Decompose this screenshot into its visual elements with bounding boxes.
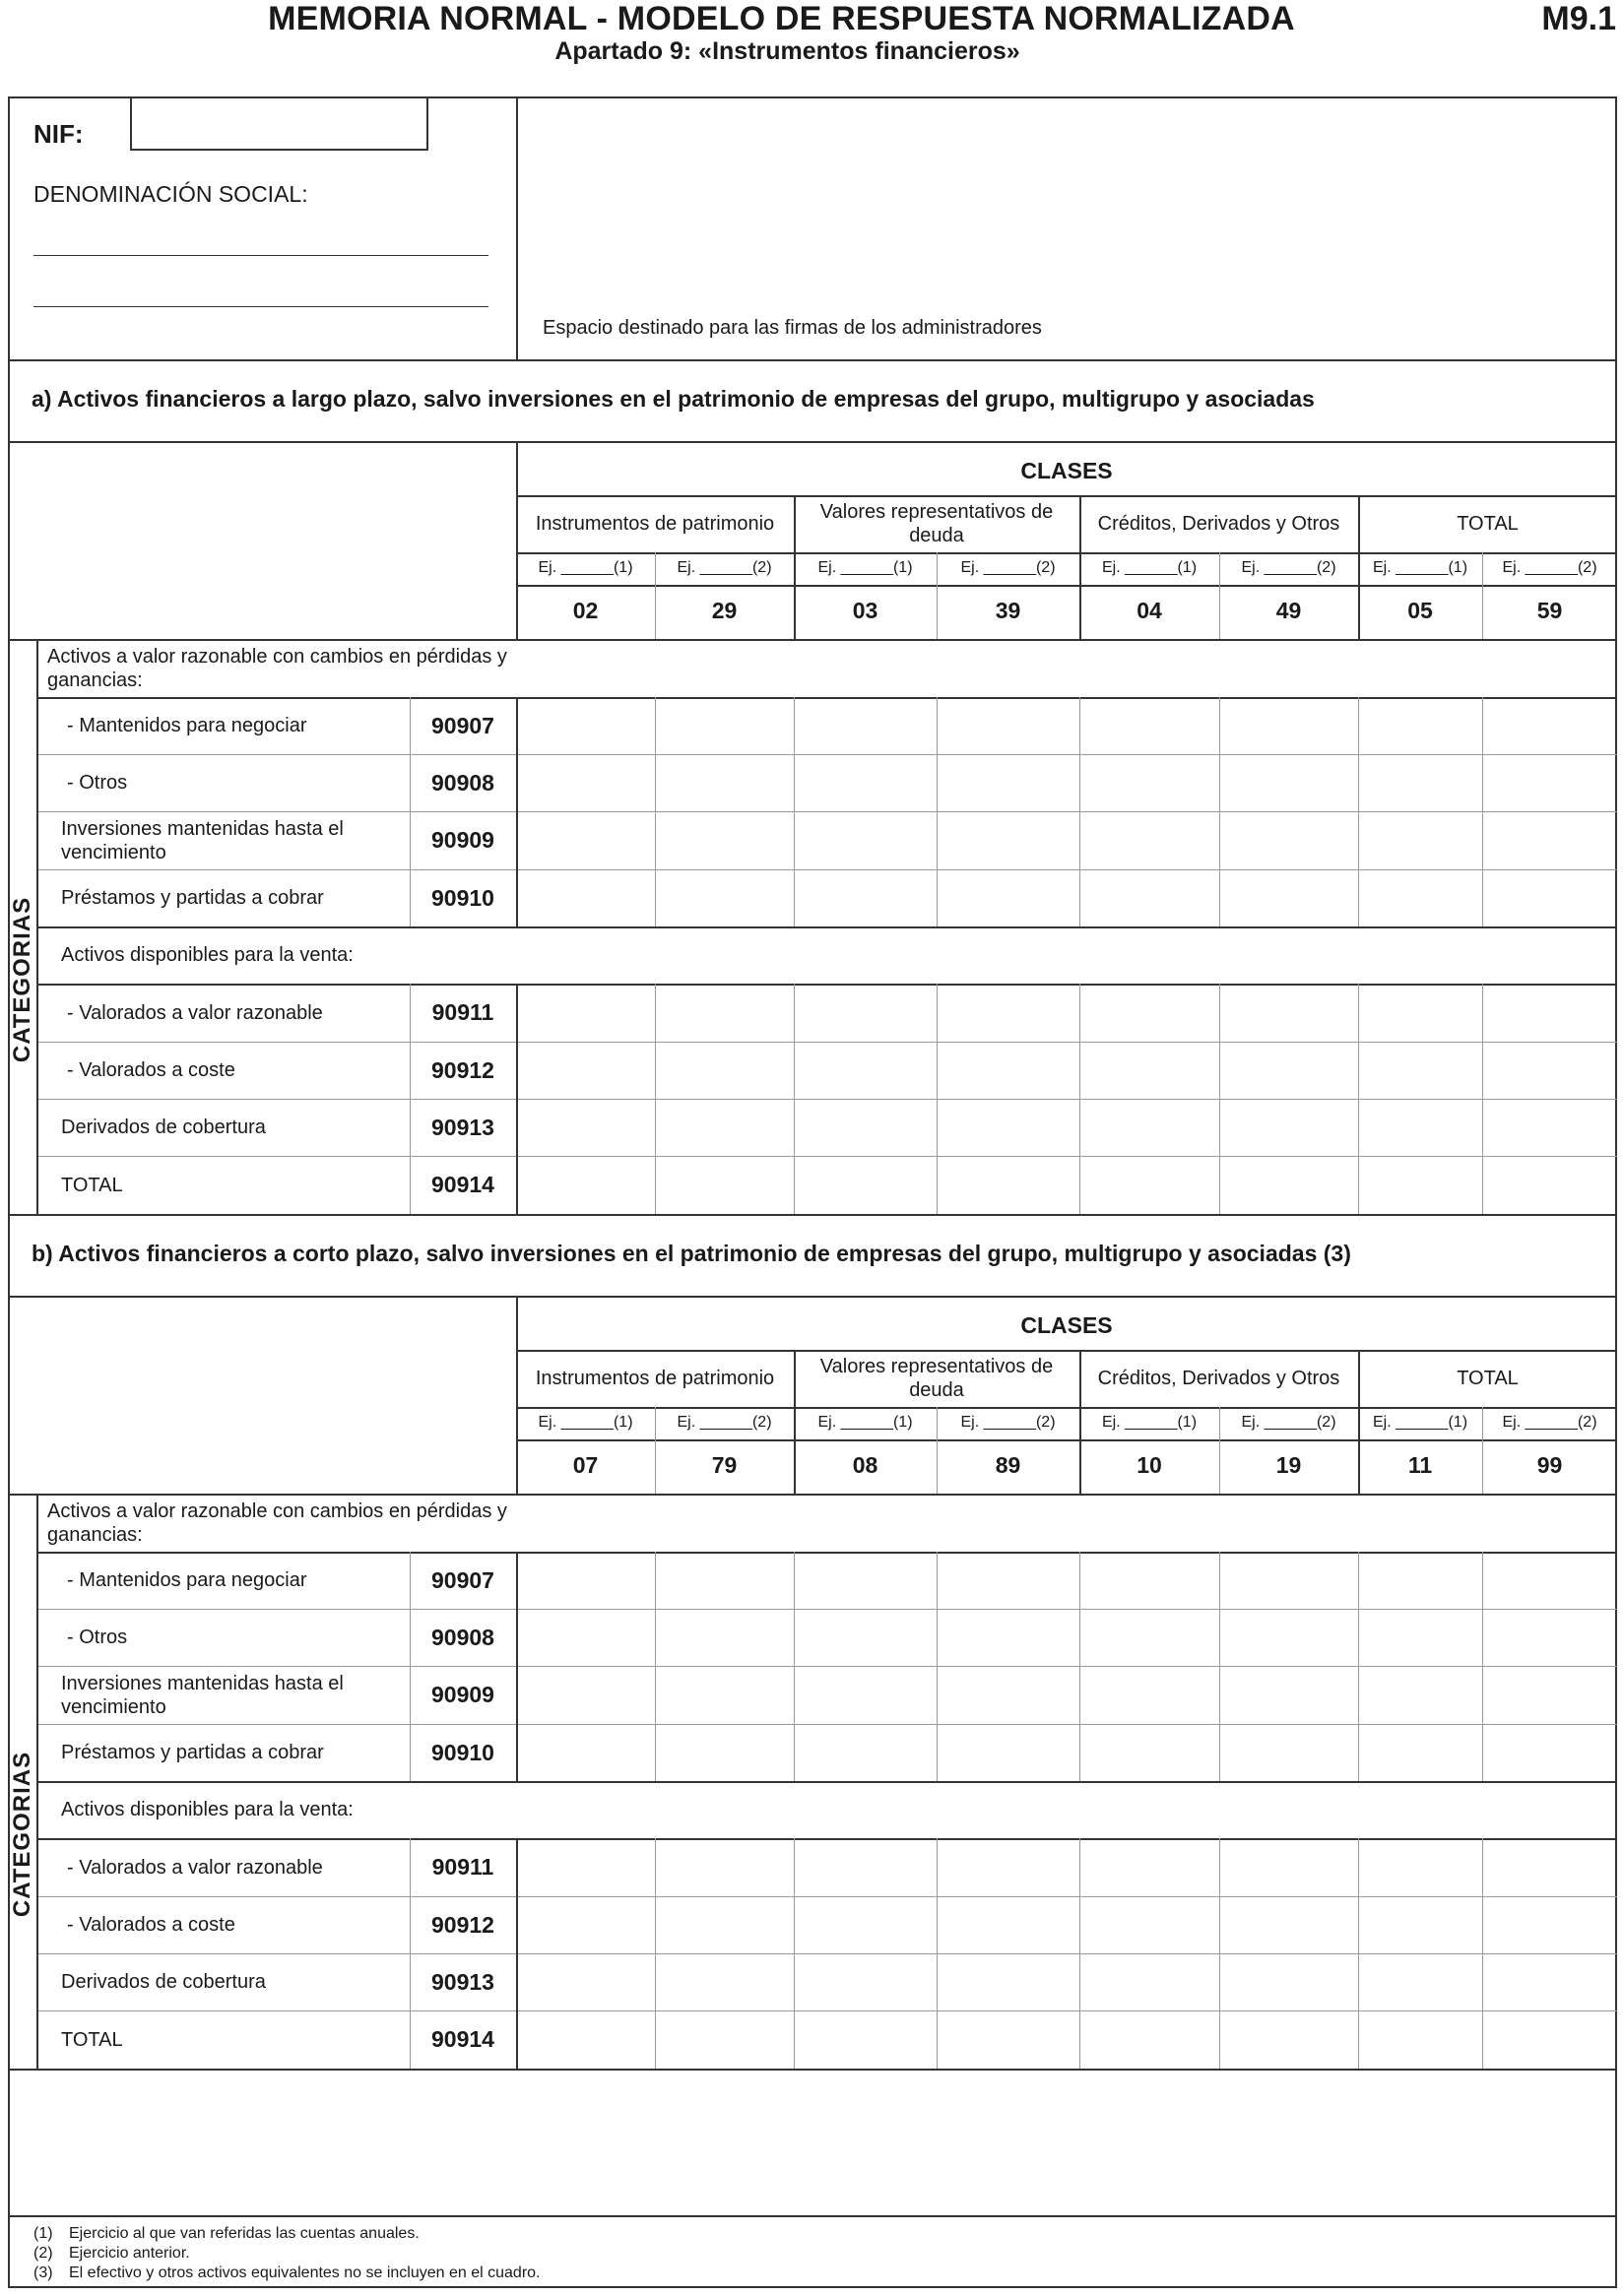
data-input-cell[interactable] — [938, 1553, 1078, 1608]
data-input-cell[interactable] — [1483, 1897, 1616, 1952]
section-heading-bottom — [8, 441, 1617, 443]
data-input-cell[interactable] — [938, 755, 1078, 810]
data-input-cell[interactable] — [656, 1954, 793, 2009]
group-label: Valores representativos de deuda — [819, 1356, 1054, 1401]
data-input-cell[interactable] — [1483, 1725, 1616, 1780]
data-input-cell[interactable] — [1359, 812, 1481, 868]
category-row-label: Activos a valor razonable con cambios en pérdidas y ganancias: — [47, 1499, 507, 1546]
data-input-cell[interactable] — [656, 755, 793, 810]
category-row-label: Préstamos y partidas a cobrar — [61, 887, 324, 909]
data-input-cell[interactable] — [1483, 1667, 1616, 1723]
row-code: 90914 — [431, 2026, 494, 2052]
data-input-cell[interactable] — [795, 870, 936, 925]
data-input-cell[interactable] — [795, 985, 936, 1041]
row-code: 90914 — [431, 1172, 494, 1197]
data-input-cell[interactable] — [1080, 1157, 1218, 1213]
data-input-cell[interactable] — [1359, 870, 1481, 925]
denominacion-line-2[interactable] — [33, 306, 488, 307]
data-input-cell[interactable] — [1080, 812, 1218, 868]
data-input-cell[interactable] — [517, 1157, 654, 1213]
data-input-cell[interactable] — [795, 1100, 936, 1155]
data-input-cell[interactable] — [938, 812, 1078, 868]
category-row-label: - Otros — [67, 772, 128, 794]
row-code: 90909 — [431, 827, 494, 853]
row-code: 90910 — [431, 1739, 494, 1765]
column-code: 89 — [995, 1452, 1021, 1478]
footnote-text: Ejercicio anterior. — [69, 2245, 190, 2262]
data-input-cell[interactable] — [1359, 1954, 1481, 2009]
category-row-label: - Valorados a coste — [67, 1059, 235, 1081]
column-code: 03 — [852, 598, 878, 623]
group-label: TOTAL — [1457, 513, 1519, 535]
footnote-number: (3) — [33, 2264, 53, 2281]
group-label: TOTAL — [1457, 1368, 1519, 1389]
data-input-cell[interactable] — [1220, 2011, 1357, 2068]
data-input-cell[interactable] — [795, 1157, 936, 1213]
data-input-cell[interactable] — [656, 1839, 793, 1895]
data-input-cell[interactable] — [656, 1667, 793, 1723]
data-input-cell[interactable] — [656, 1610, 793, 1665]
column-code: 08 — [852, 1452, 878, 1478]
ej-label: Ej. ______(2) — [677, 1414, 772, 1431]
data-input-cell[interactable] — [1080, 1954, 1218, 2009]
data-input-cell[interactable] — [1080, 985, 1218, 1041]
category-row-label: Préstamos y partidas a cobrar — [61, 1742, 324, 1763]
data-input-cell[interactable] — [795, 2011, 936, 2068]
ej-label: Ej. ______(1) — [1372, 1414, 1468, 1431]
form-title: MEMORIA NORMAL - MODELO DE RESPUESTA NORMALIZADA — [268, 0, 1295, 37]
denominacion-label: DENOMINACIÓN SOCIAL: — [33, 181, 308, 207]
data-input-cell[interactable] — [1080, 1667, 1218, 1723]
data-input-cell[interactable] — [1483, 870, 1616, 925]
data-input-cell[interactable] — [795, 1897, 936, 1952]
clases-label: CLASES — [1020, 1312, 1113, 1338]
data-input-cell[interactable] — [1220, 698, 1357, 753]
clases-bottom — [516, 495, 1617, 497]
row-code: 90913 — [431, 1114, 494, 1140]
row-code: 90909 — [431, 1682, 494, 1707]
data-input-cell[interactable] — [795, 1725, 936, 1780]
data-input-cell[interactable] — [656, 812, 793, 868]
data-input-cell[interactable] — [1220, 755, 1357, 810]
ej-label: Ej. ______(1) — [1101, 1414, 1198, 1431]
category-row-label: Derivados de cobertura — [61, 1116, 266, 1138]
data-input-cell[interactable] — [1220, 1667, 1357, 1723]
clases-bottom — [516, 1350, 1617, 1352]
data-input-cell[interactable] — [1220, 1610, 1357, 1665]
data-input-cell[interactable] — [1080, 1725, 1218, 1780]
data-input-cell[interactable] — [517, 985, 654, 1041]
column-code: 79 — [711, 1452, 738, 1478]
ej-label: Ej. ______(1) — [538, 1414, 633, 1431]
data-input-cell[interactable] — [1483, 1100, 1616, 1155]
data-input-cell[interactable] — [517, 1610, 654, 1665]
data-input-cell[interactable] — [938, 1839, 1078, 1895]
data-input-cell[interactable] — [517, 1954, 654, 2009]
data-input-cell[interactable] — [938, 1725, 1078, 1780]
data-input-cell[interactable] — [517, 1553, 654, 1608]
data-input-cell[interactable] — [517, 1725, 654, 1780]
ej-label: Ej. ______(1) — [1372, 559, 1468, 576]
data-input-cell[interactable] — [795, 812, 936, 868]
group-label: Instrumentos de patrimonio — [535, 1368, 775, 1389]
groups-bottom — [516, 552, 1617, 554]
data-input-cell[interactable] — [1220, 1839, 1357, 1895]
data-input-cell[interactable] — [517, 1043, 654, 1098]
row-code: 90913 — [431, 1968, 494, 1995]
data-input-cell[interactable] — [938, 1897, 1078, 1952]
category-row-label: - Otros — [67, 1626, 128, 1648]
section-heading: b) Activos financieros a corto plazo, salvo inversiones en el patrimonio de empresas del grupo, multigrupo y asociadas (3) — [32, 1241, 1351, 1266]
data-input-cell[interactable] — [795, 1839, 936, 1895]
clases-label: CLASES — [1020, 458, 1113, 483]
category-row-label: - Valorados a coste — [67, 1914, 235, 1936]
ej-row-bottom — [516, 1439, 1617, 1441]
category-row-label: Derivados de cobertura — [61, 1971, 266, 1993]
data-input-cell[interactable] — [795, 1043, 936, 1098]
data-input-cell[interactable] — [1359, 1667, 1481, 1723]
data-input-cell[interactable] — [1359, 1897, 1481, 1952]
category-row-label: Activos disponibles para la venta: — [61, 1799, 354, 1820]
data-input-cell[interactable] — [517, 812, 654, 868]
category-row-label: - Mantenidos para negociar — [67, 715, 307, 736]
row-code: 90908 — [431, 1624, 494, 1650]
column-code: 10 — [1137, 1452, 1162, 1478]
data-input-cell[interactable] — [656, 1897, 793, 1952]
footnote-text: El efectivo y otros activos equivalentes no se incluyen en el cuadro. — [69, 2264, 541, 2281]
data-input-cell[interactable] — [1359, 698, 1481, 753]
data-input-cell[interactable] — [517, 2011, 654, 2068]
categorias-strip-border — [36, 639, 38, 1214]
data-input-cell[interactable] — [1080, 1100, 1218, 1155]
category-row-label: - Mantenidos para negociar — [67, 1569, 307, 1591]
data-input-cell[interactable] — [795, 1553, 936, 1608]
data-input-cell[interactable] — [1483, 1610, 1616, 1665]
data-input-cell[interactable] — [795, 1954, 936, 2009]
data-input-cell[interactable] — [1220, 870, 1357, 925]
column-code: 49 — [1275, 598, 1302, 623]
category-row-label: TOTAL — [61, 2028, 123, 2051]
data-input-cell[interactable] — [1359, 1725, 1481, 1780]
nif-label: NIF: — [33, 119, 84, 149]
data-input-cell[interactable] — [1359, 1157, 1481, 1213]
data-input-cell[interactable] — [1483, 698, 1616, 753]
section-heading-bottom — [8, 1296, 1617, 1298]
id-divider — [516, 96, 518, 360]
form-subtitle: Apartado 9: «Instrumentos financieros» — [554, 37, 1020, 65]
category-row-label: - Valorados a valor razonable — [67, 1856, 323, 1879]
group-label: Créditos, Derivados y Otros — [1097, 513, 1340, 535]
footnote-number: (2) — [33, 2245, 53, 2262]
id-bottom-border — [8, 359, 1617, 361]
column-code: 39 — [995, 598, 1021, 623]
data-input-cell[interactable] — [1080, 2011, 1218, 2068]
data-input-cell[interactable] — [1359, 755, 1481, 810]
data-input-cell[interactable] — [1080, 870, 1218, 925]
row-code: 90908 — [431, 769, 494, 796]
row-code: 90910 — [431, 884, 494, 911]
data-input-cell[interactable] — [517, 698, 654, 753]
data-input-cell[interactable] — [1220, 1553, 1357, 1608]
category-row-label: Inversiones mantenidas hasta el vencimiento — [61, 817, 344, 863]
section-heading: a) Activos financieros a largo plazo, salvo inversiones en el patrimonio de empresas del grupo, multigrupo y asociadas — [32, 386, 1315, 412]
data-input-cell[interactable] — [795, 1667, 936, 1723]
column-code: 05 — [1407, 598, 1433, 623]
ej-label: Ej. ______(2) — [1241, 559, 1336, 576]
form-code: M9.1 — [1541, 0, 1616, 37]
data-input-cell[interactable] — [1080, 1043, 1218, 1098]
groups-bottom — [516, 1407, 1617, 1409]
data-input-cell[interactable] — [1483, 1157, 1616, 1213]
data-input-cell[interactable] — [1359, 2011, 1481, 2068]
group-label: Valores representativos de deuda — [819, 501, 1054, 546]
firmas-text: Espacio destinado para las firmas de los administradores — [543, 317, 1042, 339]
ej-label: Ej. ______(1) — [1101, 559, 1198, 576]
footnote-number: (1) — [33, 2225, 53, 2242]
data-input-cell[interactable] — [517, 1667, 654, 1723]
section-bottom — [8, 2069, 1617, 2071]
data-input-cell[interactable] — [938, 870, 1078, 925]
row-code: 90912 — [431, 1056, 494, 1083]
ej-label: Ej. ______(1) — [817, 559, 913, 576]
footnotes-divider — [8, 2215, 1617, 2217]
row-code: 90912 — [431, 1911, 494, 1938]
data-input-cell[interactable] — [656, 2011, 793, 2068]
group-label: Créditos, Derivados y Otros — [1097, 1368, 1340, 1389]
data-input-cell[interactable] — [517, 1100, 654, 1155]
categorias-label: CATEGORIAS — [8, 896, 35, 1063]
data-input-cell[interactable] — [938, 1157, 1078, 1213]
data-input-cell[interactable] — [795, 698, 936, 753]
data-input-cell[interactable] — [1080, 1610, 1218, 1665]
data-input-cell[interactable] — [1220, 1157, 1357, 1213]
data-input-cell[interactable] — [938, 985, 1078, 1041]
column-code: 04 — [1137, 598, 1162, 623]
category-row-label: Activos disponibles para la venta: — [61, 944, 354, 966]
ej-label: Ej. ______(2) — [1502, 559, 1597, 576]
data-input-cell[interactable] — [1483, 812, 1616, 868]
data-input-cell[interactable] — [938, 1100, 1078, 1155]
data-input-cell[interactable] — [938, 1610, 1078, 1665]
data-input-cell[interactable] — [1483, 1954, 1616, 2009]
data-input-cell[interactable] — [1359, 1553, 1481, 1608]
row-code: 90911 — [431, 1854, 494, 1880]
footnote-text: Ejercicio al que van referidas las cuentas anuales. — [69, 2225, 420, 2242]
data-input-cell[interactable] — [938, 1667, 1078, 1723]
data-input-cell[interactable] — [517, 1839, 654, 1895]
data-input-cell[interactable] — [1359, 1839, 1481, 1895]
data-input-cell[interactable] — [1220, 1100, 1357, 1155]
ej-label: Ej. ______(2) — [677, 559, 772, 576]
data-input-cell[interactable] — [1483, 1043, 1616, 1098]
category-row-label: Inversiones mantenidas hasta el vencimiento — [61, 1672, 344, 1718]
data-input-cell[interactable] — [1483, 985, 1616, 1041]
row-code: 90907 — [431, 712, 494, 738]
ej-row-bottom — [516, 585, 1617, 587]
data-input-cell[interactable] — [938, 698, 1078, 753]
column-code: 29 — [711, 598, 738, 623]
category-row-label: - Valorados a valor razonable — [67, 1001, 323, 1024]
data-input-cell[interactable] — [795, 1610, 936, 1665]
category-row-label: TOTAL — [61, 1174, 123, 1196]
categorias-strip-border — [36, 1494, 38, 2069]
denominacion-line-1[interactable] — [33, 255, 488, 256]
data-input-cell[interactable] — [1483, 1839, 1616, 1895]
data-input-cell[interactable] — [1483, 2011, 1616, 2068]
section-bottom — [8, 1214, 1617, 1216]
column-code: 19 — [1275, 1452, 1302, 1478]
data-input-cell[interactable] — [1080, 1897, 1218, 1952]
data-input-cell[interactable] — [1220, 1897, 1357, 1952]
nif-input[interactable] — [130, 96, 428, 151]
ej-label: Ej. ______(1) — [817, 1414, 913, 1431]
row-code: 90911 — [431, 999, 494, 1025]
column-code: 07 — [572, 1452, 599, 1478]
column-code: 59 — [1536, 598, 1563, 623]
category-row-label: Activos a valor razonable con cambios en pérdidas y ganancias: — [47, 645, 507, 691]
data-input-cell[interactable] — [1220, 812, 1357, 868]
data-input-cell[interactable] — [1080, 1553, 1218, 1608]
data-input-cell[interactable] — [656, 1553, 793, 1608]
data-input-cell[interactable] — [1220, 1725, 1357, 1780]
ej-label: Ej. ______(1) — [538, 559, 633, 576]
row-code: 90907 — [431, 1566, 494, 1593]
data-input-cell[interactable] — [1483, 1553, 1616, 1608]
categorias-label: CATEGORIAS — [8, 1751, 35, 1918]
data-input-cell[interactable] — [938, 2011, 1078, 2068]
data-input-cell[interactable] — [1220, 985, 1357, 1041]
data-input-cell[interactable] — [656, 1100, 793, 1155]
group-label: Instrumentos de patrimonio — [535, 513, 775, 535]
data-input-cell[interactable] — [1359, 985, 1481, 1041]
data-input-cell[interactable] — [1359, 1100, 1481, 1155]
data-input-cell[interactable] — [1359, 1043, 1481, 1098]
ej-label: Ej. ______(2) — [960, 1414, 1056, 1431]
column-code: 11 — [1407, 1452, 1433, 1478]
data-input-cell[interactable] — [1359, 1610, 1481, 1665]
data-input-cell[interactable] — [656, 698, 793, 753]
data-input-cell[interactable] — [1080, 755, 1218, 810]
data-input-cell[interactable] — [656, 870, 793, 925]
ej-label: Ej. ______(2) — [1241, 1414, 1336, 1431]
data-input-cell[interactable] — [938, 1954, 1078, 2009]
data-input-cell[interactable] — [1483, 755, 1616, 810]
data-input-cell[interactable] — [1220, 1043, 1357, 1098]
data-input-cell[interactable] — [1080, 1839, 1218, 1895]
ej-label: Ej. ______(2) — [1502, 1414, 1597, 1431]
column-code: 99 — [1536, 1452, 1563, 1478]
data-input-cell[interactable] — [1220, 1954, 1357, 2009]
data-input-cell[interactable] — [656, 1725, 793, 1780]
data-input-cell[interactable] — [517, 870, 654, 925]
column-code: 02 — [572, 598, 599, 623]
data-input-cell[interactable] — [517, 1897, 654, 1952]
data-input-cell[interactable] — [656, 1157, 793, 1213]
data-input-cell[interactable] — [517, 755, 654, 810]
data-input-cell[interactable] — [1080, 698, 1218, 753]
data-input-cell[interactable] — [656, 985, 793, 1041]
data-input-cell[interactable] — [938, 1043, 1078, 1098]
data-input-cell[interactable] — [656, 1043, 793, 1098]
data-input-cell[interactable] — [795, 755, 936, 810]
ej-label: Ej. ______(2) — [960, 559, 1056, 576]
